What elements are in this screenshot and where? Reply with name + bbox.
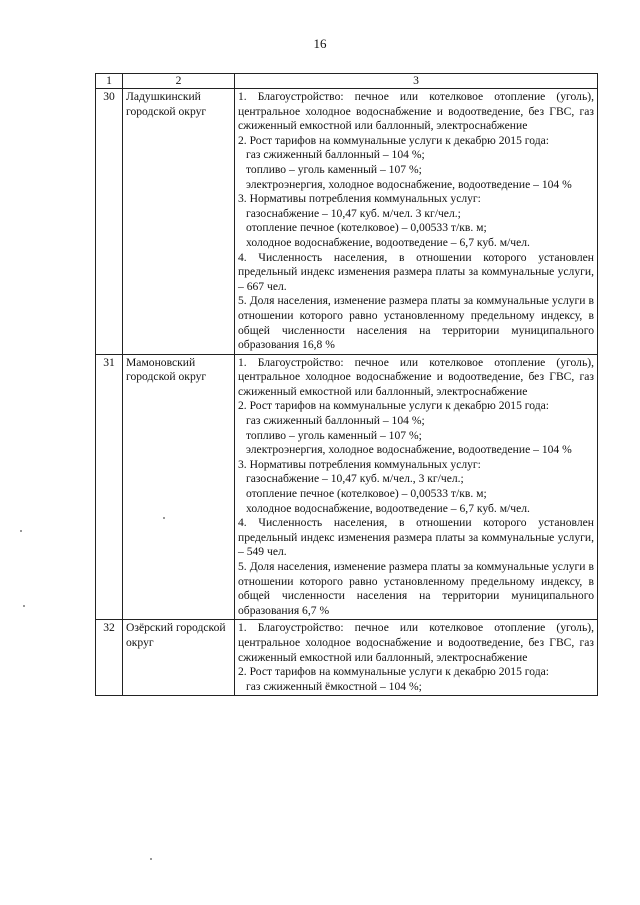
description-cell [235, 620, 598, 696]
scan-speck [23, 605, 25, 607]
description-line: топливо – уголь каменный – 107 %; [246, 428, 422, 442]
description-line: 1. Благоустройство: печное или котелковое отопление (уголь), центральное холодное водоснабжение и водоотведение, без ГВС, газ сжиженный емкостной или баллонный, электроснабжение [238, 355, 594, 398]
row-number: 32 [96, 620, 123, 696]
description-cell [235, 89, 598, 355]
description-line: 4. Численность населения, в отношении которого установлен предельный индекс изменения размера платы за коммунальные услуги, – 549 чел. [238, 516, 594, 559]
description-line: газоснабжение – 10,47 куб. м/чел., 3 кг/чел.; [246, 472, 464, 486]
table-row [96, 620, 598, 696]
description-line: 2. Рост тарифов на коммунальные услуги к декабрю 2015 года: [238, 665, 549, 679]
description-line: 1. Благоустройство: печное или котелковое отопление (уголь), центральное холодное водоснабжение и водоотведение, без ГВС, газ сжиженный емкостной или баллонный, электроснабжение [238, 621, 594, 664]
scan-speck [150, 858, 152, 860]
row-number: 30 [96, 89, 123, 355]
municipality-name: Мамоновский городской округ [123, 354, 235, 620]
description-line: газ сжиженный баллонный – 104 %; [246, 414, 425, 428]
table-row [96, 89, 598, 355]
description-line: 2. Рост тарифов на коммунальные услуги к декабрю 2015 года: [238, 133, 549, 147]
description-line: отопление печное (котелковое) – 0,00533 т/кв. м; [246, 221, 487, 235]
description-line: 3. Нормативы потребления коммунальных услуг: [238, 192, 481, 206]
municipality-name: Ладушкинский городской округ [123, 89, 235, 355]
description-line: 5. Доля населения, изменение размера платы за коммунальные услуги в отношении которого равно установленному предельному индексу, в общей численности населения на территории муниципального образования 16,8 % [238, 294, 594, 352]
description-line: газоснабжение – 10,47 куб. м/чел. 3 кг/чел.; [246, 206, 461, 220]
column-header: 2 [123, 74, 235, 89]
description-line: холодное водоснабжение, водоотведение – 6,7 куб. м/чел. [246, 501, 530, 515]
municipal-tariff-table [95, 73, 598, 696]
scan-speck [20, 530, 22, 532]
page-number: 16 [313, 36, 327, 51]
column-header: 1 [96, 74, 123, 89]
municipality-name: Озёрский городской округ [123, 620, 235, 696]
description-line: 2. Рост тарифов на коммунальные услуги к декабрю 2015 года: [238, 399, 549, 413]
description-line: электроэнергия, холодное водоснабжение, водоотведение – 104 % [246, 443, 572, 457]
row-number: 31 [96, 354, 123, 620]
description-line: 3. Нормативы потребления коммунальных услуг: [238, 457, 481, 471]
column-header: 3 [235, 74, 598, 89]
table-header-row [96, 74, 598, 89]
scan-speck [163, 517, 165, 519]
description-line: 5. Доля населения, изменение размера платы за коммунальные услуги в отношении которого равно установленному предельному индексу, в общей численности населения на территории муниципального образования 6,7 % [238, 560, 594, 617]
description-line: 1. Благоустройство: печное или котелковое отопление (уголь), центральное холодное водоснабжение и водоотведение, без ГВС, газ сжиженный емкостной или баллонный, электроснабжение [238, 90, 594, 133]
description-line: газ сжиженный баллонный – 104 %; [246, 148, 425, 162]
description-cell [235, 354, 598, 620]
description-line: газ сжиженный ёмкостной – 104 %; [246, 679, 422, 693]
description-line: 4. Численность населения, в отношении которого установлен предельный индекс изменения размера платы за коммунальные услуги, – 667 чел. [238, 250, 594, 293]
description-line: холодное водоснабжение, водоотведение – 6,7 куб. м/чел. [246, 235, 530, 249]
table-row [96, 354, 598, 620]
description-line: топливо – уголь каменный – 107 %; [246, 162, 422, 176]
description-line: электроэнергия, холодное водоснабжение, водоотведение – 104 % [246, 177, 572, 191]
description-line: отопление печное (котелковое) – 0,00533 т/кв. м; [246, 487, 487, 501]
